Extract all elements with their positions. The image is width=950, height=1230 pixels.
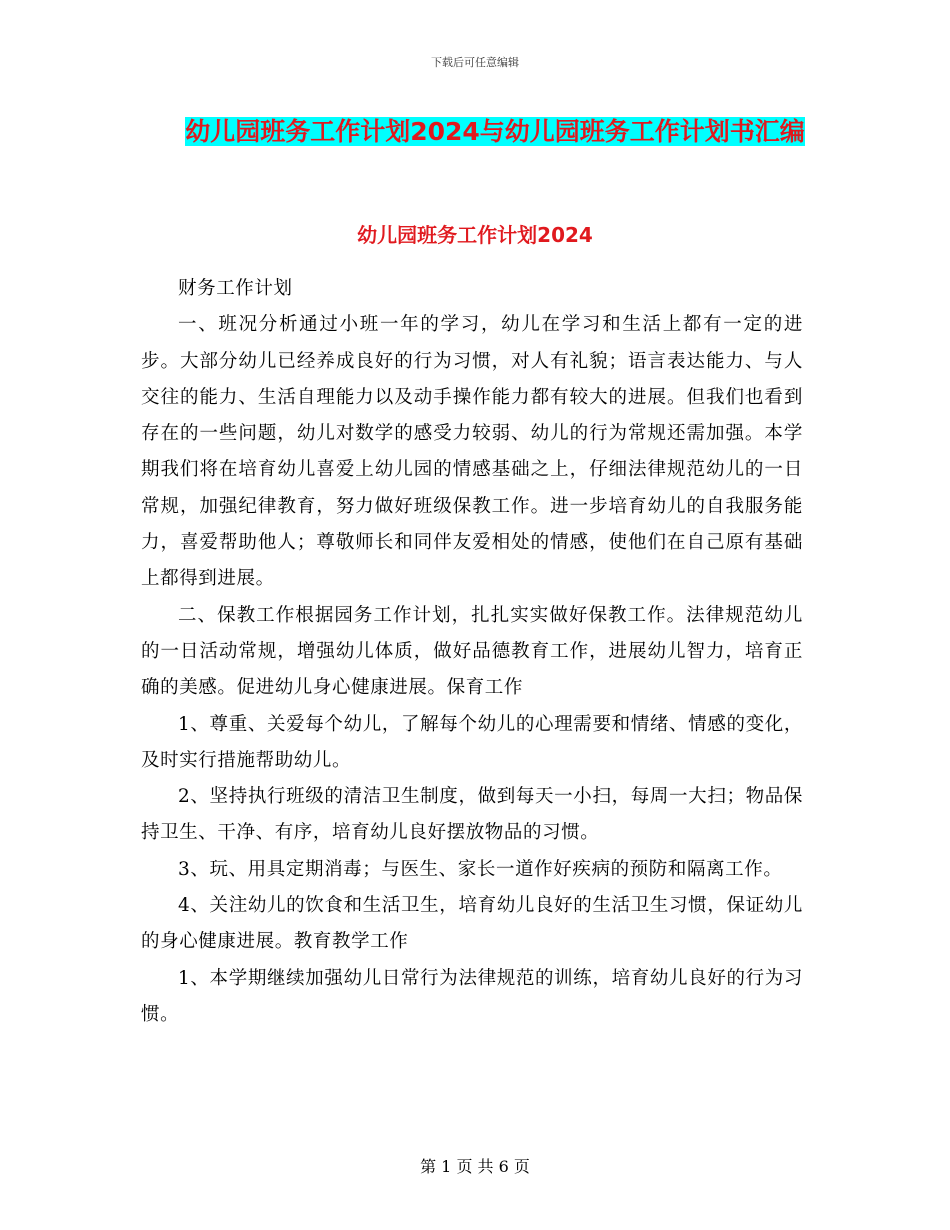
- paragraph: 财务工作计划: [178, 278, 293, 299]
- page-number: 第 1 页 共 6 页: [420, 1157, 530, 1176]
- paragraph: 2、坚持执行班级的清洁卫生制度，做到每天一小扫，每周一大扫；物品保持卫生、干净、有序，培育幼儿良好摆放物品的习惯。: [141, 786, 803, 844]
- page-footer: [0, 1154, 950, 1177]
- header-note: 下载后可任意编辑: [431, 56, 519, 69]
- paragraph: 1、本学期继续加强幼儿日常行为法律规范的训练，培育幼儿良好的行为习惯。: [141, 967, 803, 1025]
- document-title-text: 幼儿园班务工作计划2024与幼儿园班务工作计划书汇编: [185, 117, 805, 146]
- paragraph: 一、班况分析通过小班一年的学习，幼儿在学习和生活上都有一定的进步。大部分幼儿已经养成良好的行为习惯，对人有礼貌；语言表达能力、与人交往的能力、生活自理能力以及动手操作能力都有较大的进展。但我们也看到存在的一些问题，幼儿对数学的感受力较弱、幼儿的行为常规还需加强。本学期我们将在培育幼儿喜爱上幼儿园的情感基础之上，仔细法律规范幼儿的一日常规，加强纪律教育，努力做好班级保教工作。进一步培育幼儿的自我服务能力，喜爱帮助他人；尊敬师长和同伴友爱相处的情感，使他们在自己原有基础上都得到进展。: [141, 314, 803, 590]
- section-title: 幼儿园班务工作计划2024: [357, 223, 593, 247]
- paragraph: 3、玩、用具定期消毒；与医生、家长一道作好疾病的预防和隔离工作。: [178, 858, 783, 880]
- paragraph: 4、关注幼儿的饮食和生活卫生，培育幼儿良好的生活卫生习惯，保证幼儿的身心健康进展。教育教学工作: [141, 895, 803, 953]
- paragraph: 二、保教工作根据园务工作计划，扎扎实实做好保教工作。法律规范幼儿的一日活动常规，增强幼儿体质，做好品德教育工作，进展幼儿智力，培育正确的美感。促进幼儿身心健康进展。保育工作: [141, 604, 803, 699]
- document-title: [150, 110, 840, 154]
- document-body: [141, 271, 803, 1033]
- paragraph: 1、尊重、关爱每个幼儿，了解每个幼儿的心理需要和情绪、情感的变化，及时实行措施帮助幼儿。: [141, 713, 803, 771]
